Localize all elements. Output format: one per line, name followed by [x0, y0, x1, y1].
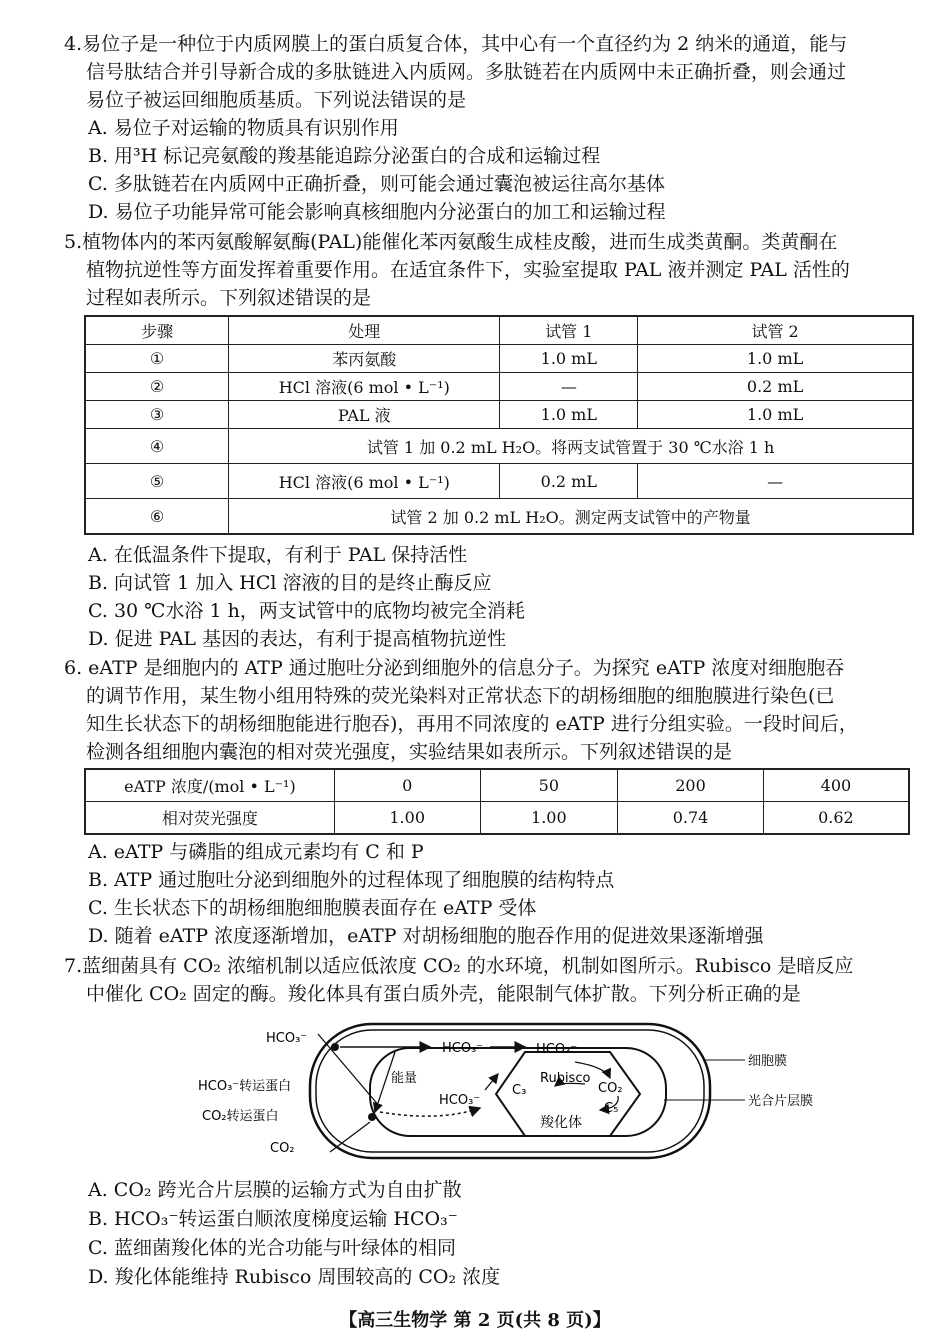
table-cell: HCl 溶液(6 mol • L⁻¹): [229, 373, 500, 401]
q6-stem-line-2: 的调节作用，某生物小组用特殊的荧光染料对正常状态下的胡杨细胞的细胞膜进行染色(已: [86, 685, 835, 707]
q6-option-a: A. eATP 与磷脂的组成元素均有 C 和 P: [88, 841, 424, 863]
table-row: [85, 499, 913, 535]
q6-option-d: D. 随着 eATP 浓度逐渐增加，eATP 对胡杨细胞的胞吞作用的促进效果逐渐增强: [88, 925, 764, 947]
q5-option-b: B. 向试管 1 加入 HCl 溶液的目的是终止酶反应: [88, 572, 492, 594]
table-cell: 1.0 mL: [638, 401, 913, 429]
table-row: [85, 464, 913, 499]
co2-conversion-dashed-arrow: [380, 1108, 480, 1116]
table-cell: 1.00: [480, 802, 618, 835]
q7-option-d: D. 羧化体能维持 Rubisco 周围较高的 CO₂ 浓度: [88, 1266, 501, 1288]
q7-option-c: C. 蓝细菌羧化体的光合功能与叶绿体的相同: [88, 1237, 456, 1259]
q5-procedure-table: [84, 315, 914, 535]
page-footer: 【高三生物学 第 2 页(共 8 页)】: [339, 1310, 611, 1331]
q5-option-c: C. 30 ℃水浴 1 h，两支试管中的底物均被完全消耗: [88, 600, 525, 622]
q5-stem-line-1: 5.植物体内的苯丙氨酸解氨酶(PAL)能催化苯丙氨酸生成桂皮酸，进而生成类黄酮。类黄酮在: [64, 231, 838, 253]
q4-stem-line-2: 信号肽结合并引导新合成的多肽链进入内质网。多肽链若在内质网中未正确折叠，则会通过: [86, 61, 847, 83]
q6-results-table: [84, 768, 910, 835]
q6-option-c: C. 生长状态下的胡杨细胞细胞膜表面存在 eATP 受体: [88, 897, 537, 919]
rubisco-label: Rubisco: [540, 1071, 591, 1086]
table-row: [85, 401, 913, 429]
table-cell: eATP 浓度/(mol • L⁻¹): [85, 769, 334, 802]
q6-stem-line-3: 知生长状态下的胡杨细胞能进行胞吞)，再用不同浓度的 eATP 进行分组实验。一段时间后，: [86, 713, 858, 735]
table-cell: PAL 液: [229, 401, 500, 429]
table-cell: —: [638, 464, 913, 499]
energy-label: 能量: [391, 1071, 418, 1086]
co2-transporter-protein: [368, 1113, 376, 1121]
q6-stem-line-1: 6. eATP 是细胞内的 ATP 通过胞吐分泌到细胞外的信息分子。为探究 eATP 浓度对细胞胞吞: [64, 657, 845, 679]
table-cell: 试管 2 加 0.2 mL H₂O。测定两支试管中的产物量: [229, 499, 913, 535]
table-row: [85, 802, 909, 835]
q4-option-a: A. 易位子对运输的物质具有识别作用: [88, 117, 399, 139]
hco3-inner-arrow: [485, 1074, 498, 1090]
table-cell: ⑤: [85, 464, 229, 499]
table-cell: ④: [85, 429, 229, 464]
q4-option-d: D. 易位子功能异常可能会影响真核细胞内分泌蛋白的加工和运输过程: [88, 201, 666, 223]
table-cell: 0.2 mL: [638, 373, 913, 401]
q4-stem-line-3: 易位子被运回细胞质基质。下列说法错误的是: [86, 89, 467, 111]
q6-stem-line-4: 检测各组细胞内囊泡的相对荧光强度，实验结果如表所示。下列叙述错误的是: [86, 741, 733, 763]
table-row: [85, 373, 913, 401]
table-cell: ①: [85, 345, 229, 373]
co2-outside-label: CO₂: [270, 1141, 295, 1156]
hco3-cytoplasm-label: HCO₃⁻: [442, 1041, 484, 1056]
table-header-cell: 步骤: [85, 316, 229, 345]
table-cell: ③: [85, 401, 229, 429]
q7-stem-line-2: 中催化 CO₂ 固定的酶。羧化体具有蛋白质外壳，能限制气体扩散。下列分析正确的是: [86, 983, 801, 1005]
table-cell: ⑥: [85, 499, 229, 535]
q4-option-c: C. 多肽链若在内质网中正确折叠，则可能会通过囊泡被运往高尔基体: [88, 173, 665, 195]
table-row: [85, 429, 913, 464]
table-cell: 400: [763, 769, 909, 802]
q5-option-d: D. 促进 PAL 基因的表达，有利于提高植物抗逆性: [88, 628, 507, 650]
hco3-transporter-label: HCO₃⁻转运蛋白: [198, 1079, 292, 1094]
q6-option-b: B. ATP 通过胞吐分泌到细胞外的过程体现了细胞膜的结构特点: [88, 869, 615, 891]
cell-membrane-label: 细胞膜: [748, 1054, 788, 1069]
c5-label: C₅: [604, 1101, 619, 1116]
table-cell: 0.74: [618, 802, 764, 835]
table-header-cell: 试管 2: [638, 316, 913, 345]
q7-option-a: A. CO₂ 跨光合片层膜的运输方式为自由扩散: [88, 1179, 462, 1201]
q4-option-b: B. 用³H 标记亮氨酸的羧基能追踪分泌蛋白的合成和运输过程: [88, 145, 601, 167]
table-row: [85, 345, 913, 373]
table-cell: 0.2 mL: [500, 464, 638, 499]
co2-transporter-label: CO₂转运蛋白: [202, 1109, 279, 1124]
table-header-row: [85, 316, 913, 345]
table-cell: 50: [480, 769, 618, 802]
table-cell: 相对荧光强度: [85, 802, 334, 835]
q5-option-a: A. 在低温条件下提取，有利于 PAL 保持活性: [88, 544, 468, 566]
table-cell: 1.0 mL: [500, 401, 638, 429]
table-cell: 0.62: [763, 802, 909, 835]
table-header-cell: 处理: [229, 316, 500, 345]
table-cell: 200: [618, 769, 764, 802]
hco3-outside-label: HCO₃⁻: [266, 1031, 308, 1046]
hco3-transporter-line: [318, 1034, 380, 1107]
hco3-carboxysome-label: HCO₃⁻: [536, 1042, 578, 1057]
q7-stem-line-1: 7.蓝细菌具有 CO₂ 浓缩机制以适应低浓度 CO₂ 的水环境，机制如图所示。Rubisco 是暗反应: [64, 955, 854, 977]
table-cell: 苯丙氨酸: [229, 345, 500, 373]
q7-option-b: B. HCO₃⁻转运蛋白顺浓度梯度运输 HCO₃⁻: [88, 1208, 458, 1230]
q5-stem-line-3: 过程如表所示。下列叙述错误的是: [86, 287, 372, 309]
q4-stem-line-1: 4.易位子是一种位于内质网膜上的蛋白质复合体，其中心有一个直径约为 2 纳米的通道，能与: [64, 33, 848, 55]
carboxysome-label: 羧化体: [540, 1115, 582, 1131]
table-cell: ②: [85, 373, 229, 401]
table-cell: —: [500, 373, 638, 401]
table-cell: 0: [334, 769, 480, 802]
table-cell: HCl 溶液(6 mol • L⁻¹): [229, 464, 500, 499]
co2-carboxysome-label: CO₂: [598, 1081, 623, 1096]
table-row: [85, 769, 909, 802]
table-cell: 1.00: [334, 802, 480, 835]
table-cell: 试管 1 加 0.2 mL H₂O。将两支试管置于 30 ℃水浴 1 h: [229, 429, 913, 464]
table-cell: 1.0 mL: [500, 345, 638, 373]
hco3-inner-label: HCO₃⁻: [439, 1093, 481, 1108]
q5-stem-line-2: 植物抗逆性等方面发挥着重要作用。在适宜条件下，实验室提取 PAL 液并测定 PAL 活性的: [86, 259, 850, 281]
table-header-cell: 试管 1: [500, 316, 638, 345]
co2-concentration-diagram: [180, 1012, 814, 1172]
thylakoid-membrane-label: 光合片层膜: [748, 1094, 814, 1109]
table-cell: 1.0 mL: [638, 345, 913, 373]
c3-label: C₃: [512, 1083, 527, 1098]
